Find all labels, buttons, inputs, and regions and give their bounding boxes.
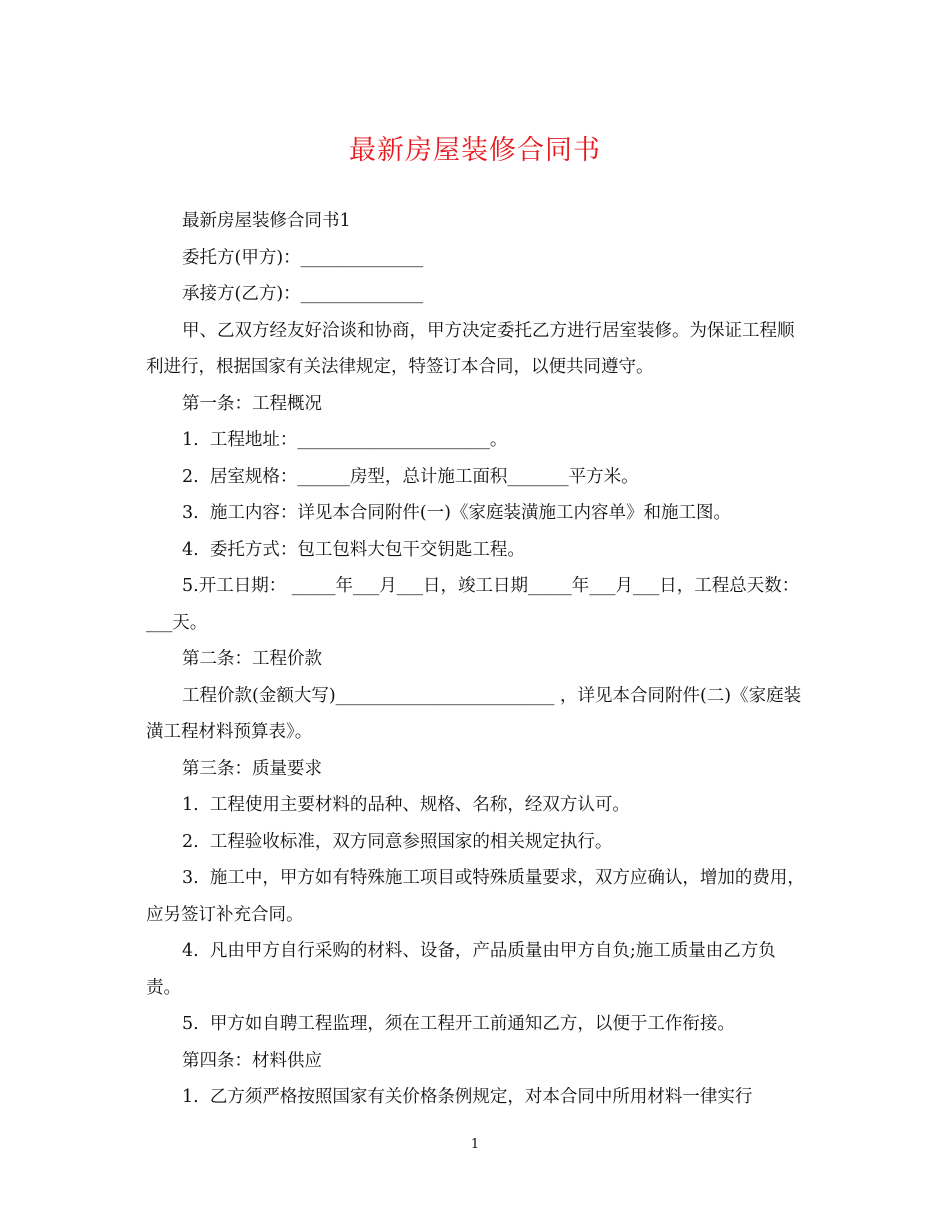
section-heading-2: 第二条：工程价款 [182,649,322,669]
list-item: 3. 施工中，甲方如有特殊施工项目或特殊质量要求，双方应确认，增加的费用，应另签订补充合同。 [146,868,805,925]
list-item: 2. 工程验收标准，双方同意参照国家的相关规定执行。 [182,831,613,852]
list-item: 3. 施工内容：详见本合同附件(一)《家庭装潢施工内容单》和施工图。 [182,503,731,523]
paragraph-heading: 最新房屋装修合同书1 [182,211,351,231]
list-item: 4. 凡由甲方自行采购的材料、设备，产品质量由甲方自负;施工质量由乙方负责。 [146,941,776,998]
list-item: 2. 居室规格：______房型，总计施工面积_______平方米。 [182,466,639,487]
paragraph-party-a: 委托方(甲方)：______________ [182,247,424,268]
list-item: 5.开工日期： _____年___月___日，竣工日期_____年___月___日，工程总天数：___天。 [146,576,800,633]
section-heading-1: 第一条：工程概况 [182,393,322,414]
document-body [146,203,806,1116]
document-title: 最新房屋装修合同书 [349,135,601,166]
section-heading-4: 第四条：材料供应 [182,1050,322,1071]
section-heading-3: 第三条：质量要求 [182,758,322,779]
paragraph-price: 工程价款(金额大写)_________________________ ，详见本合同附件(二)《家庭装潢工程材料预算表》。 [146,685,802,742]
paragraph-party-b: 承接方(乙方)：______________ [182,284,424,304]
list-item: 5. 甲方如自聘工程监理，须在工程开工前通知乙方，以便于工作衔接。 [182,1014,735,1034]
list-item: 1. 工程使用主要材料的品种、规格、名称，经双方认可。 [182,795,630,815]
list-item: 1. 乙方须严格按照国家有关价格条例规定，对本合同中所用材料一律实行 [182,1087,753,1107]
list-item: 1. 工程地址：______________________。 [182,430,508,450]
page-number: 1 [470,1137,480,1152]
list-item: 4. 委托方式：包工包料大包干交钥匙工程。 [182,539,525,560]
paragraph-preamble: 甲、乙双方经友好洽谈和协商，甲方决定委托乙方进行居室装修。为保证工程顺利进行，根据国家有关法律规定，特签订本合同，以便共同遵守。 [146,320,795,377]
